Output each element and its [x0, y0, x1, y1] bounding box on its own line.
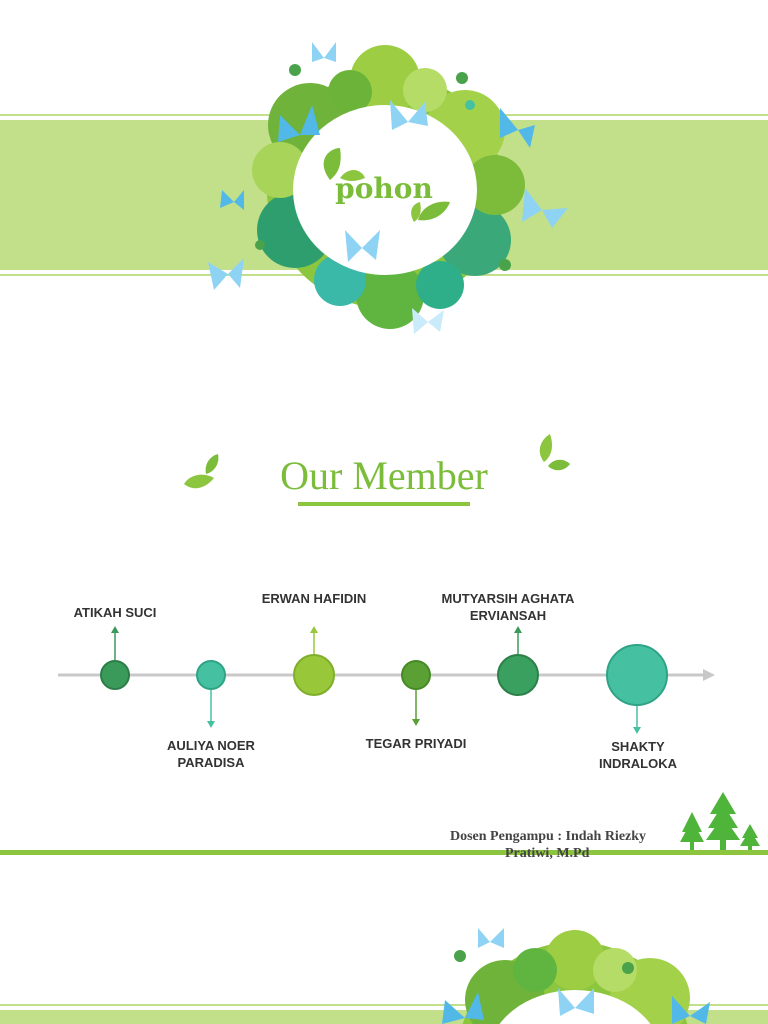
member-erwan-name: ERWAN HAFIDIN: [261, 591, 367, 606]
node-auliya: [197, 661, 225, 689]
connector-erwan: [310, 626, 318, 654]
connector-tegar: [412, 689, 420, 726]
butterfly-icon: [442, 992, 484, 1024]
tree-icon: [680, 812, 704, 850]
lecturer-line1: Dosen Pengampu : Indah Riezky: [450, 829, 647, 844]
member-auliya-line2: PARADISA: [177, 755, 245, 770]
member-tegar: [346, 735, 486, 752]
butterfly-icon: [478, 928, 504, 948]
member-auliya-line1: AULIYA NOER: [167, 738, 255, 753]
member-shakty-line2: INDRALOKA: [599, 756, 677, 771]
members-heading: Our Member: [280, 453, 488, 498]
heading-underline: [298, 502, 470, 506]
timeline-arrowhead: [703, 669, 715, 681]
member-tegar-name: TEGAR PRIYADI: [365, 736, 467, 751]
member-shakty: [574, 738, 702, 772]
slide-3: [0, 900, 768, 1024]
node-shakty: [607, 645, 667, 705]
lecturer-line2: Pratiwi, M.Pd: [505, 846, 590, 861]
node-atikah: [101, 661, 129, 689]
slide-title: pohon: [335, 172, 433, 205]
flower-icon: [622, 962, 634, 974]
connector-mutyarsih: [514, 626, 522, 654]
member-shakty-line1: SHAKTY: [611, 739, 665, 754]
node-tegar: [402, 661, 430, 689]
flower-icon: [454, 950, 466, 962]
node-mutyarsih: [498, 655, 538, 695]
member-mutyarsih: [428, 590, 588, 624]
tree-icon: [740, 824, 760, 852]
connector-auliya: [207, 690, 215, 728]
member-atikah-name: ATIKAH SUCI: [73, 605, 157, 620]
connector-shakty: [633, 706, 641, 734]
member-mutyarsih-line1: MUTYARSIH AGHATA: [441, 591, 575, 606]
member-erwan: [244, 590, 384, 607]
member-atikah: [55, 604, 175, 621]
node-erwan: [294, 655, 334, 695]
tree-icon: [706, 792, 740, 852]
leaf-wreath-illustration-partial: [410, 920, 740, 1024]
footer-green-bar: [0, 850, 768, 855]
tree-illustration: [678, 790, 764, 854]
connector-atikah: [111, 626, 119, 660]
member-auliya: [141, 737, 281, 771]
member-mutyarsih-line2: ERVIANSAH: [469, 608, 547, 623]
